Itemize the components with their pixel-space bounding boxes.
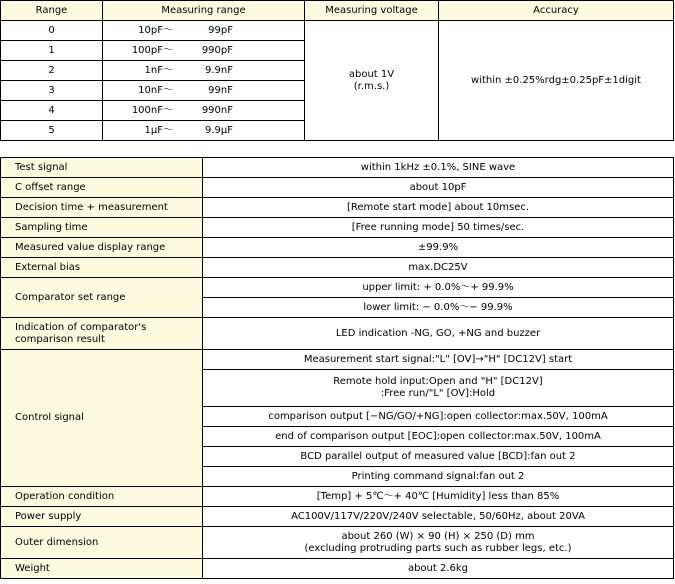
spec-label: Sampling time xyxy=(1,218,203,238)
spec-row-display-range xyxy=(1,238,674,258)
header-measuring-voltage: Measuring voltage xyxy=(305,1,439,21)
measuring-range-cell xyxy=(103,101,305,121)
range-low: 1nF〜 xyxy=(144,64,173,76)
spec-label: External bias xyxy=(1,258,203,278)
spec-value: [Free running mode] 50 times/sec. xyxy=(203,218,674,238)
spec-label: Decision time + measurement xyxy=(1,198,203,218)
measuring-range-cell xyxy=(103,61,305,81)
range-low: 1μF〜 xyxy=(144,124,173,136)
spec-label: Comparator set range xyxy=(1,278,203,318)
spec-value: upper limit: + 0.0%〜+ 99.9% xyxy=(203,278,674,298)
spec-row-decision-time xyxy=(1,198,674,218)
range-number: 1 xyxy=(1,41,103,61)
spec-value: ±99.9% xyxy=(203,238,674,258)
measuring-range-cell xyxy=(103,41,305,61)
spec-label: Operation condition xyxy=(1,487,203,507)
spec-value: BCD parallel output of measured value [BCD]:fan out 2 xyxy=(203,447,674,467)
range-high: 990nF xyxy=(201,104,233,116)
spec-row-external-bias xyxy=(1,258,674,278)
spec-label xyxy=(1,318,203,350)
spec-label: Test signal xyxy=(1,158,203,178)
range-low: 100pF〜 xyxy=(131,44,173,56)
range-number: 2 xyxy=(1,61,103,81)
spec-row-power xyxy=(1,507,674,527)
spec-value: Measurement start signal:"L" [OV]→"H" [DC12V] start xyxy=(203,350,674,370)
spec-table xyxy=(0,157,674,579)
voltage-value: about 1V xyxy=(348,68,395,80)
accuracy-cell: within ±0.25%rdg±0.25pF±1digit xyxy=(439,21,674,141)
spec-value: LED indication -NG, GO, +NG and buzzer xyxy=(203,318,674,350)
range-number: 3 xyxy=(1,81,103,101)
spec-value xyxy=(203,527,674,559)
range-high: 990pF xyxy=(201,44,233,56)
spec-value: end of comparison output [EOC]:open collector:max.50V, 100mA xyxy=(203,427,674,447)
range-low: 10nF〜 xyxy=(138,84,173,96)
table-row xyxy=(1,21,674,41)
spec-row-weight xyxy=(1,559,674,579)
spec-label-line: Indication of comparator's xyxy=(15,321,147,333)
spec-row-control-start xyxy=(1,350,674,370)
header-accuracy: Accuracy xyxy=(439,1,674,21)
range-high: 9.9nF xyxy=(205,64,233,76)
range-high: 99pF xyxy=(208,24,233,36)
range-low: 100nF〜 xyxy=(131,104,173,116)
range-number: 4 xyxy=(1,101,103,121)
range-number: 5 xyxy=(1,121,103,141)
measuring-range-cell xyxy=(103,121,305,141)
range-high: 9.9μF xyxy=(204,124,233,136)
spec-row-operation xyxy=(1,487,674,507)
spec-value: AC100V/117V/220V/240V selectable, 50/60Hz, about 20VA xyxy=(203,507,674,527)
spec-value: within 1kHz ±0.1%, SINE wave xyxy=(203,158,674,178)
spec-label: Weight xyxy=(1,559,203,579)
measuring-voltage-cell xyxy=(305,21,439,141)
spec-value: comparison output [−NG/GO/+NG]:open collector:max.50V, 100mA xyxy=(203,407,674,427)
voltage-unit: (r.m.s.) xyxy=(353,80,390,92)
spec-value-line: :Free run/"L" [OV]:Hold xyxy=(380,388,496,399)
spec-value-line: about 260 (W) × 90 (H) × 250 (D) mm xyxy=(341,530,535,542)
spec-label: C offset range xyxy=(1,178,203,198)
spec-row-outer-dimension xyxy=(1,527,674,559)
range-table-header-row xyxy=(1,1,674,21)
range-low: 10pF〜 xyxy=(138,24,173,36)
range-high: 99nF xyxy=(208,84,233,96)
spec-value-line: Remote hold input:Open and "H" [DC12V] xyxy=(333,376,543,387)
spec-label: Outer dimension xyxy=(1,527,203,559)
spec-value: about 2.6kg xyxy=(203,559,674,579)
spec-value: max.DC25V xyxy=(203,258,674,278)
spec-value: lower limit: − 0.0%〜− 99.9% xyxy=(203,298,674,318)
spec-row-indication xyxy=(1,318,674,350)
spec-value-line: (excluding protruding parts such as rubber legs, etc.) xyxy=(304,542,572,554)
spec-label-line: comparison result xyxy=(15,333,105,345)
measuring-range-cell xyxy=(103,81,305,101)
header-measuring-range: Measuring range xyxy=(103,1,305,21)
spec-label: Measured value display range xyxy=(1,238,203,258)
spec-value: about 10pF xyxy=(203,178,674,198)
spec-row-test-signal xyxy=(1,158,674,178)
spec-value: [Temp] + 5℃〜+ 40℃ [Humidity] less than 85% xyxy=(203,487,674,507)
spec-label: Control signal xyxy=(1,350,203,487)
spec-row-comparator-upper xyxy=(1,278,674,298)
spec-value xyxy=(203,370,674,407)
spec-value: Printing command signal:fan out 2 xyxy=(203,467,674,487)
spec-value: [Remote start mode] about 10msec. xyxy=(203,198,674,218)
spec-row-sampling-time xyxy=(1,218,674,238)
header-range: Range xyxy=(1,1,103,21)
range-number: 0 xyxy=(1,21,103,41)
measuring-range-cell xyxy=(103,21,305,41)
spec-label: Power supply xyxy=(1,507,203,527)
spec-row-c-offset xyxy=(1,178,674,198)
range-table xyxy=(0,0,674,141)
